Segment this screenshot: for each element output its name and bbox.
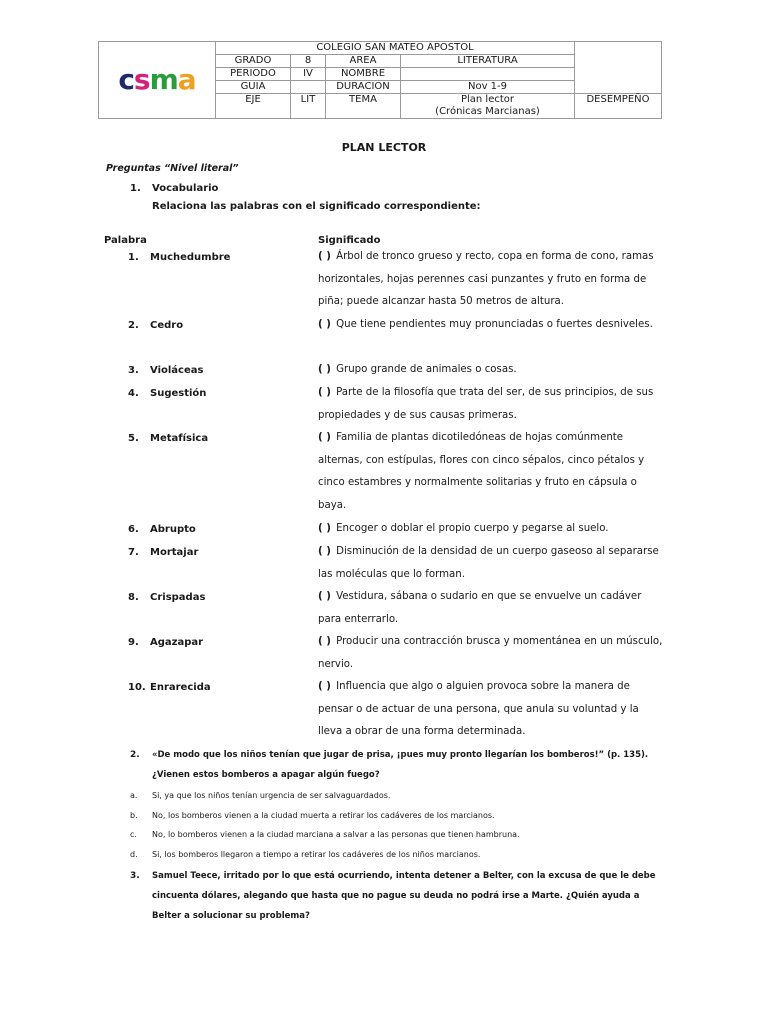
word: Cedro (150, 320, 184, 331)
q2-option: Si, ya que los niños tenían urgencia de ser salvaguardados. (152, 791, 391, 800)
periodo-label: PERIODO (216, 68, 291, 81)
word-number: 1. (128, 252, 139, 263)
word-meaning: ( ) Familia de plantas dicotiledóneas de hojas comúnmente alternas, con estípulas, flores con cinco sépalos, cinco pétalos y cinco estambres y normalmente solitarias y fruto en cápsula o baya. (318, 432, 645, 511)
word-number: 5. (128, 433, 139, 444)
word-meaning: ( ) Producir una contracción brusca y momentánea en un músculo, nervio. (318, 636, 663, 670)
tema-value: Plan lector (Crónicas Marcianas) (401, 94, 575, 119)
word-number: 7. (128, 547, 139, 558)
word: Enrarecida (150, 682, 211, 693)
q2-option-letter: c. (130, 830, 137, 839)
q2-option: Si, los bomberos llegaron a tiempo a retirar los cadáveres de los niños marcianos. (152, 850, 481, 859)
q2-option: No, lo bomberos vienen a la ciudad marciana a salvar a las personas que tienen hambruna. (152, 830, 520, 839)
word: Sugestión (150, 388, 207, 399)
word: Metafísica (150, 433, 209, 444)
area-label: AREA (326, 55, 401, 68)
periodo-value: IV (291, 68, 326, 81)
word-meaning: ( ) Que tiene pendientes muy pronunciadas o fuertes desniveles. (318, 319, 653, 330)
word-number: 4. (128, 388, 139, 399)
word-number: 9. (128, 637, 139, 648)
word-meaning: ( ) Vestidura, sábana o sudario en que se envuelve un cadáver para enterrarlo. (318, 591, 642, 625)
logo-cell (99, 42, 216, 119)
word: Muchedumbre (150, 252, 231, 263)
q2-option: No, los bomberos vienen a la ciudad muerta a retirar los cadáveres de los marcianos. (152, 811, 495, 820)
word-number: 2. (128, 320, 139, 331)
tema-label: TEMA (326, 94, 401, 119)
guia-label: GUIA (216, 81, 291, 94)
school-name: COLEGIO SAN MATEO APOSTOL (216, 42, 575, 55)
q1-instruction: Relaciona las palabras con el significado correspondiente: (152, 201, 481, 212)
word-meaning: ( ) Influencia que algo o alguien provoca sobre la manera de pensar o de actuar de una persona, que anula su voluntad y la lleva a obrar de una forma determinada. (318, 681, 639, 738)
school-logo: csma (118, 63, 196, 96)
duracion-label: DURACION (326, 81, 401, 94)
nombre-label: NOMBRE (326, 68, 401, 81)
q3-number: 3. (130, 871, 140, 881)
q2-option-letter: a. (130, 791, 138, 800)
word-meaning: ( ) Disminución de la densidad de un cuerpo gaseoso al separarse las moléculas que lo forman. (318, 546, 659, 580)
word-number: 6. (128, 524, 139, 535)
duracion-value: Nov 1-9 (401, 81, 575, 94)
q3-text: Samuel Teece, irritado por lo que está ocurriendo, intenta detener a Belter, con la excusa de que le debe cincuenta dólares, alegando que hasta que no pague su deuda no podrá irse a Marte. ¿Quién ayuda a Belter a solucionar su problema? (152, 871, 656, 921)
grado-label: GRADO (216, 55, 291, 68)
nombre-value (401, 68, 575, 81)
word: Crispadas (150, 592, 206, 603)
word-number: 10. (128, 682, 146, 693)
q2-option-letter: d. (130, 850, 138, 859)
word-number: 8. (128, 592, 139, 603)
col-palabra: Palabra (104, 235, 147, 246)
guia-value (291, 81, 326, 94)
q2-option-letter: b. (130, 811, 138, 820)
word-number: 3. (128, 365, 139, 376)
word: Violáceas (150, 365, 204, 376)
q1-number: 1. (130, 183, 141, 194)
q1-label: Vocabulario (152, 183, 219, 194)
eje-label: EJE (216, 94, 291, 119)
word-meaning: ( ) Grupo grande de animales o cosas. (318, 364, 517, 375)
grado-value: 8 (291, 55, 326, 68)
word-meaning: ( ) Parte de la filosofía que trata del ser, de sus principios, de sus propiedades y de sus causas primeras. (318, 387, 654, 421)
q2-number: 2. (130, 750, 140, 760)
word: Abrupto (150, 524, 196, 535)
page-title: PLAN LECTOR (341, 141, 427, 154)
q2-text: «De modo que los niños tenían que jugar de prisa, ¡pues muy pronto llegarían los bomberos!” (p. 135). ¿Vienen estos bomberos a apagar algún fuego? (152, 750, 649, 780)
desempeno-label: DESEMPEÑO (575, 94, 662, 119)
area-value: LITERATURA (401, 55, 575, 68)
col-significado: Significado (318, 235, 381, 246)
header-table (98, 41, 662, 119)
section-heading: Preguntas “Nivel literal” (106, 163, 239, 174)
blank-cell (575, 42, 662, 94)
lit-label: LIT (291, 94, 326, 119)
word: Agazapar (150, 637, 204, 648)
word: Mortajar (150, 547, 199, 558)
word-meaning: ( ) Encoger o doblar el propio cuerpo y pegarse al suelo. (318, 523, 609, 534)
word-meaning: ( ) Árbol de tronco grueso y recto, copa en forma de cono, ramas horizontales, hojas perennes casi punzantes y fruto en forma de piña; puede alcanzar hasta 50 metros de altura. (318, 251, 654, 308)
